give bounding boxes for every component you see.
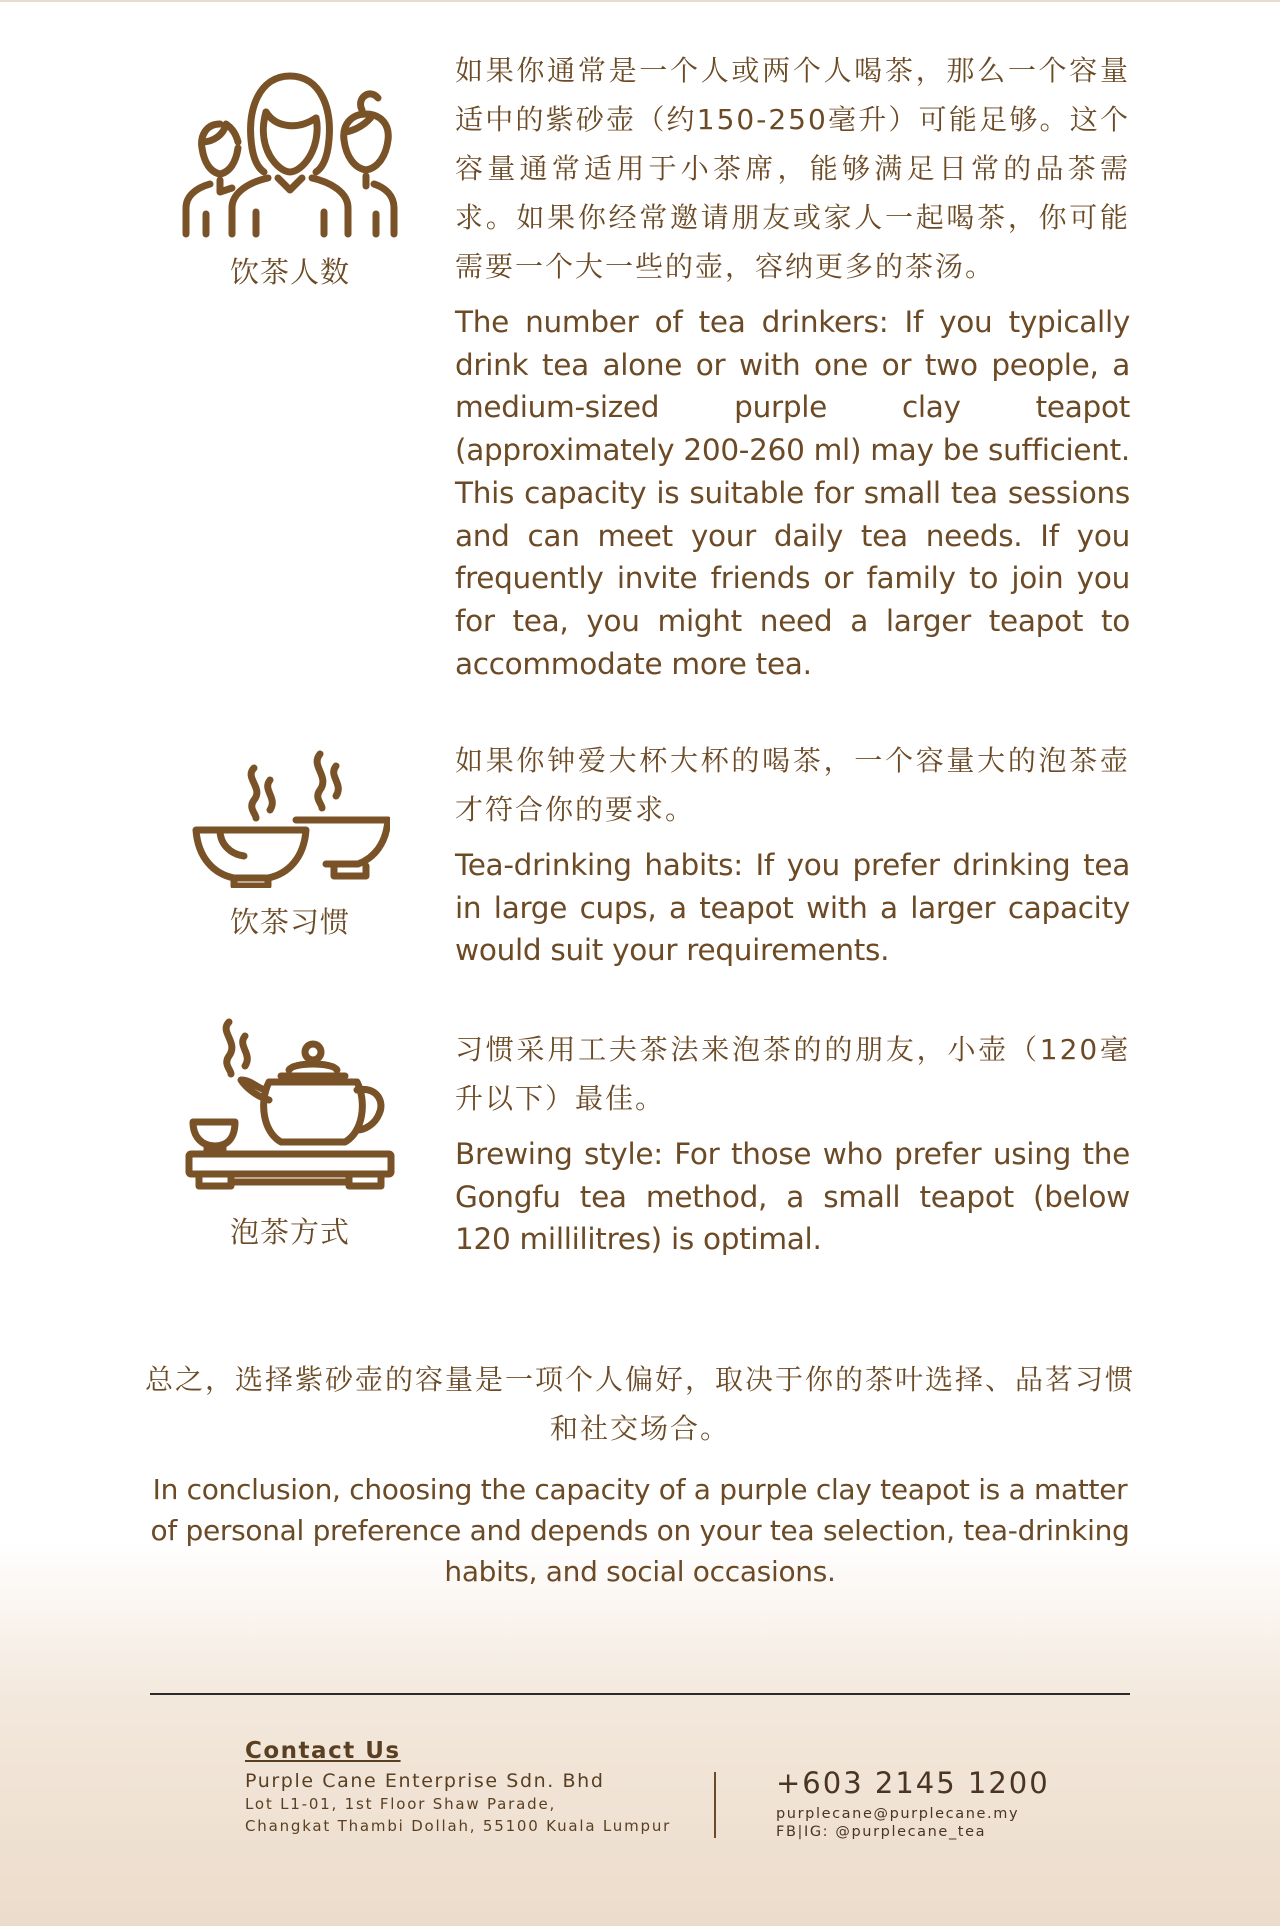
english-paragraph: The number of tea drinkers: If you typically drink tea alone or with one or two people, a medium-sized purple clay teapot (approximately 200-260 ml) may be sufficient. This capacity is suitable for small tea sessions and can meet your daily tea needs. If you frequently invite friends or family to join you for tea, you might need a larger teapot to accommodate more tea. [455,305,1130,681]
section-label: 饮茶习惯 [229,905,350,939]
people-group-icon [180,68,400,238]
social-handle[interactable]: FB|IG: @purplecane_tea [776,1824,987,1840]
address-line-2: Changkat Thambi Dollah, 55100 Kuala Lumpur [245,1817,672,1835]
text-column [455,46,1130,685]
address-line-1: Lot L1-01, 1st Floor Shaw Parade, [245,1795,557,1813]
english-paragraph: Brewing style: For those who prefer using the Gongfu tea method, a small teapot (below 120 millilitres) is optimal. [455,1137,1130,1257]
section-label: 泡茶方式 [229,1215,350,1249]
contact-title: Contact Us [245,1738,401,1764]
email-address[interactable]: purplecane@purplecane.my [776,1806,1020,1822]
chinese-paragraph: 如果你钟爱大杯大杯的喝茶，一个容量大的泡茶壶才符合你的要求。 [455,744,1130,826]
icon-column [170,1018,410,1251]
phone-number[interactable]: +603 2145 1200 [776,1766,1050,1800]
text-column [455,736,1130,972]
contact-details [776,1766,1050,1840]
contact-block [245,1738,671,1836]
chinese-paragraph: 如果你通常是一个人或两个人喝茶，那么一个容量适中的紫砂壶（约150-250毫升）可能足够。这个容量通常适用于小茶席，能够满足日常的品茶需求。如果你经常邀请朋友或家人一起喝茶，你可能需要一个大一些的壶，容纳更多的茶汤。 [455,54,1130,283]
chinese-paragraph: 习惯采用工夫茶法来泡茶的的朋友，小壶（120毫升以下）最佳。 [455,1033,1130,1115]
steaming-tea-cups-icon [190,748,390,888]
teapot-tray-icon [185,1018,395,1198]
conclusion [140,1355,1140,1592]
icon-column [170,748,410,941]
conclusion-english: In conclusion, choosing the capacity of a purple clay teapot is a matter of personal preference and depends on your tea selection, tea-drinking habits, and social occasions. [150,1473,1130,1588]
icon-column [170,68,410,291]
top-border [0,0,1280,2]
english-paragraph: Tea-drinking habits: If you prefer drinking tea in large cups, a teapot with a larger capacity would suit your requirements. [455,848,1130,968]
contact-vertical-divider [714,1772,716,1838]
conclusion-chinese: 总之，选择紫砂壶的容量是一项个人偏好，取决于你的茶叶选择、品茗习惯和社交场合。 [144,1363,1135,1445]
company-name: Purple Cane Enterprise Sdn. Bhd [245,1770,605,1792]
text-column [455,1025,1130,1261]
footer-divider [150,1693,1130,1695]
section-label: 饮茶人数 [229,255,350,289]
